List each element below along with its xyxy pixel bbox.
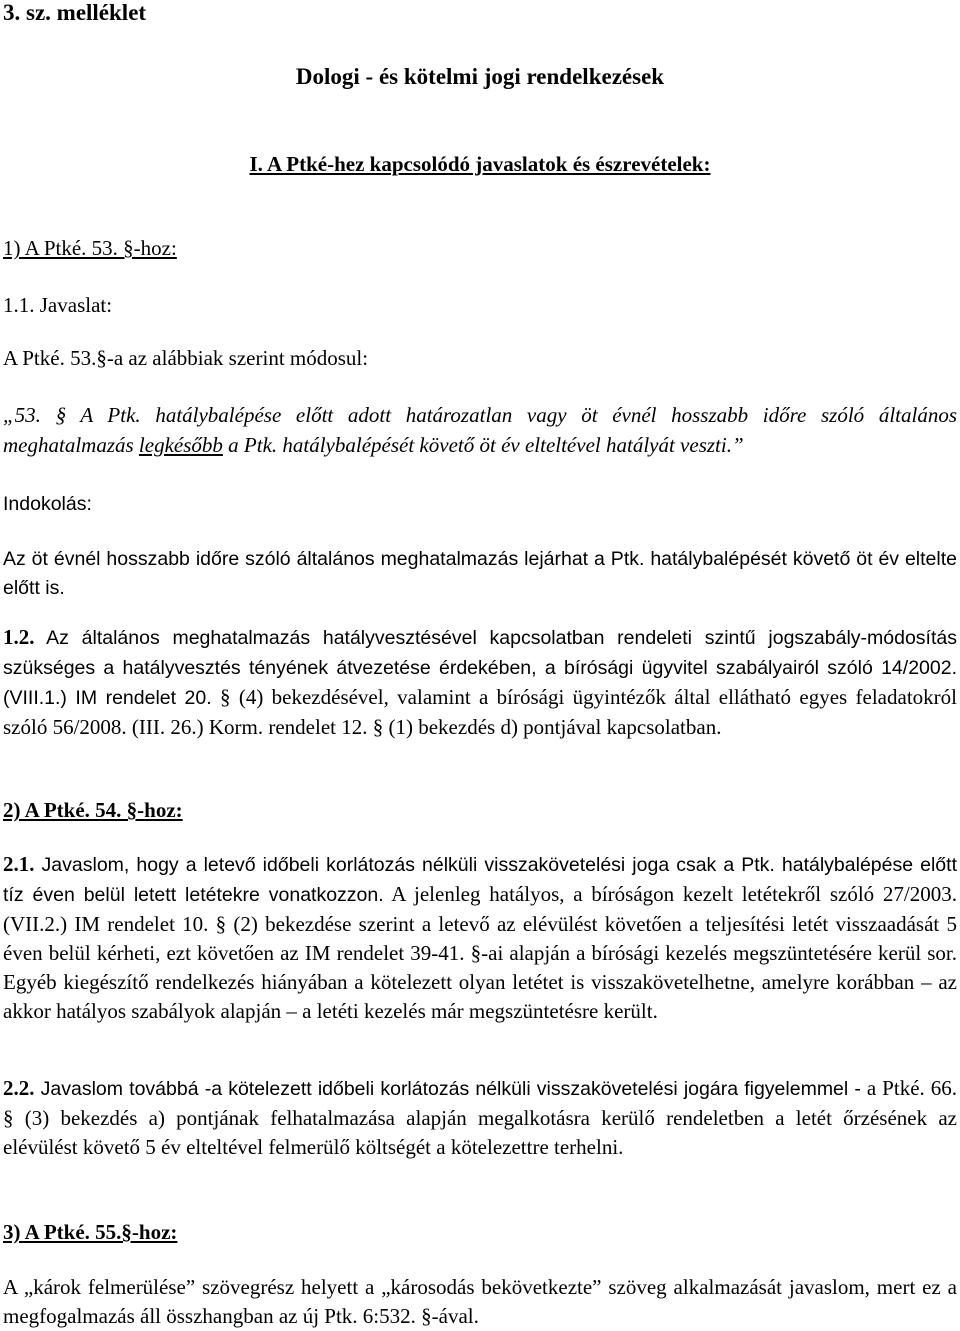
quote-line-2-start: meghatalmazás xyxy=(3,433,139,457)
paragraph-2-1-serif: A jelenleg hatályos, a bíróságon kezelt letétekről szóló 27/2003. (VII.2.) IM rendelet 10. § (2) bekezdése szerint a letevő az elévülést követően a teljesítési letét visszaadását 5 éven belül kérheti, ezt követően az IM rendelet 39-41. §-ai alapján a bírósági kezelés megszüntetésére kerül sor. Egyéb kiegészítő rendelkezés hiányában a kötelezett olyan letétet is visszakövetelhetne, amelyre korábban – az akkor hatályos szabályok alapján – a letéti kezelés már megszüntetésre került. xyxy=(3,882,957,1023)
item1-heading: 1) A Ptké. 53. §-hoz: xyxy=(3,236,177,260)
annex-label: 3. sz. melléklet xyxy=(3,0,147,25)
paragraph-2-2-number: 2.2. xyxy=(3,1076,35,1100)
paragraph-2-2-sans: Javaslom továbbá -a kötelezett időbeli korlátozás nélküli visszakövetelési jogára figyelemmel - xyxy=(34,1078,861,1100)
item3-text: A „károk felmerülése” szövegrész helyett a „károsodás bekövetkezte” szöveg alkalmazását javaslom, mert ez a megfogalmazás áll összhangban az új Ptk. 6:532. §-ával. xyxy=(3,1275,957,1328)
reason-text: Az öt évnél hosszabb időre szóló általános meghatalmazás lejárhat a Ptk. hatálybalépését követő öt év eltelte előtt is. xyxy=(3,548,957,599)
paragraph-2-1-number: 2.1. xyxy=(3,852,35,876)
quote-underlined-word: legkésőbb xyxy=(138,433,223,457)
paragraph-1-2-serif: § (4) bekezdésével, valamint a bírósági ügyintézők által ellátható egyes feladatokról szóló 56/2008. (III. 26.) Korm. rendelet 12. § (1) bekezdés d) pontjával kapcsolatban. xyxy=(3,685,957,739)
section-heading: I. A Ptké-hez kapcsolódó javaslatok és észrevételek: xyxy=(249,152,711,176)
quote-line-2 xyxy=(3,433,744,458)
paragraph-2-2 xyxy=(3,1074,957,1162)
paragraph-1-2-number: 1.2. xyxy=(3,625,35,649)
quote-line-1: „53. § A Ptk. hatálybalépése előtt adott határozatlan vagy öt évnél hosszabb időre szóló általános xyxy=(3,403,957,427)
paragraph-1-2-sans: Az általános meghatalmazás hatályvesztésével kapcsolatban rendeleti szintű jogszabály-módosítás szükséges a hatályvesztés tényének átvezetése érdekében, a bírósági ügyvitel szabályairól szóló 14/2002. (VIII.1.) IM rendelet 20. xyxy=(3,627,957,709)
paragraph-2-1-sans: Javaslom, hogy a letevő időbeli korlátozás nélküli visszakövetelési joga csak a Ptk. hatálybalépése előtt tíz éven belül letett letétekre vonatkozzon. xyxy=(3,854,957,906)
paragraph-2-1 xyxy=(3,850,957,1026)
item1-intro: A Ptké. 53.§-a az alábbiak szerint módosul: xyxy=(3,346,369,370)
quote-line-2-end: a Ptk. hatálybalépését követő öt év elteltével hatályát veszti.” xyxy=(222,433,744,457)
paragraph-1-2 xyxy=(3,623,957,742)
paragraph-2-2-serif: a Ptké. 66. § (3) bekezdés a) pontjának felhatalmazása alapján megalkotásra kerülő rendeletben a letét őrzésének az elévülést követő 5 év elteltével felmerülő költségét a kötelezettre terhelni. xyxy=(3,1076,957,1159)
item3-heading: 3) A Ptké. 55.§-hoz: xyxy=(3,1220,178,1244)
item2-heading: 2) A Ptké. 54. §-hoz: xyxy=(3,798,183,822)
reason-label: Indokolás: xyxy=(3,493,92,515)
document-title: Dologi - és kötelmi jogi rendelkezések xyxy=(295,64,665,89)
item1-proposal-label: 1.1. Javaslat: xyxy=(3,293,113,317)
